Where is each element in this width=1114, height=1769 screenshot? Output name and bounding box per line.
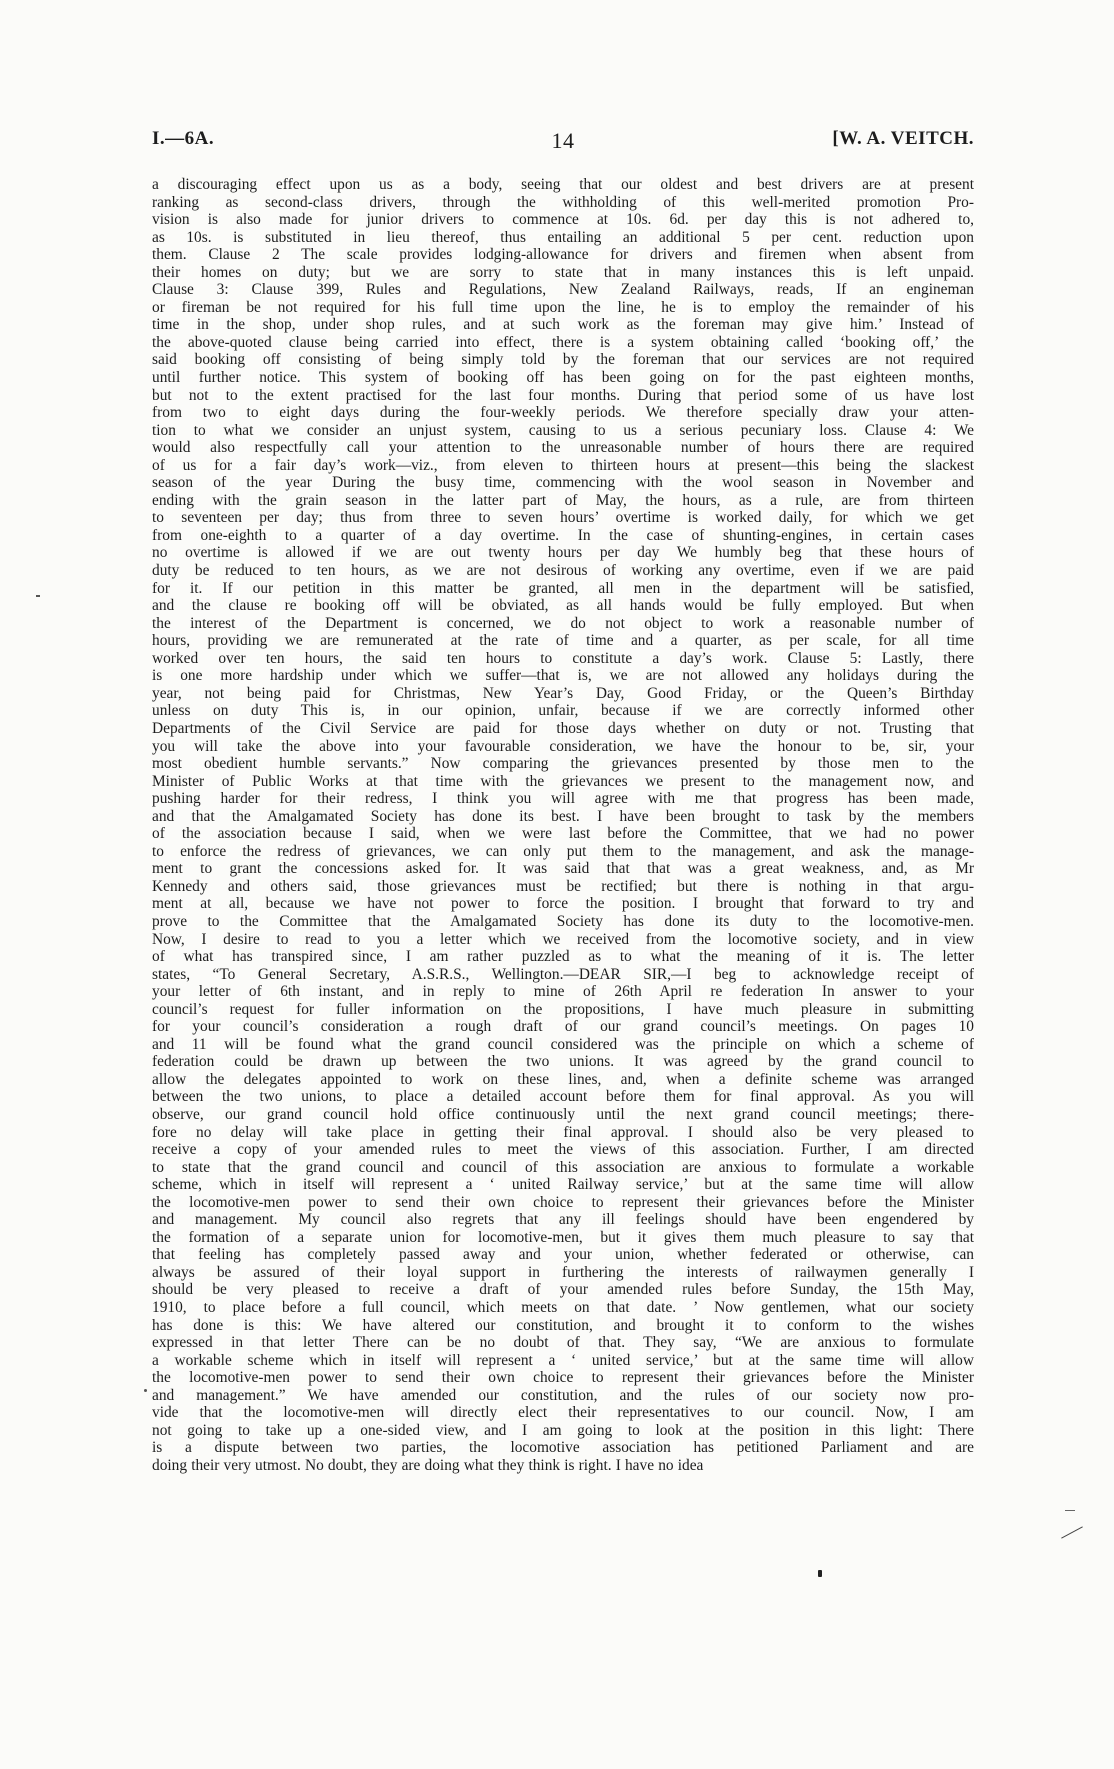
text-line: unless on duty This is, in our opinion, unfair, because if we are correctly informed other	[152, 702, 974, 720]
text-line: that feeling has completely passed away and your union, whether federated or otherwise, can	[152, 1246, 974, 1264]
text-line: and management. My council also regrets that any ill feelings should have been engendered by	[152, 1211, 974, 1229]
text-line: until further notice. This system of booking off has been going on for the past eighteen months,	[152, 369, 974, 387]
text-line: year, not being paid for Christmas, New Year’s Day, Good Friday, or the Queen’s Birthday	[152, 684, 974, 702]
text-line: states, “To General Secretary, A.S.R.S., Wellington.—DEAR SIR,—I beg to acknowledge receipt of	[152, 965, 974, 983]
text-line: the interest of the Department is concerned, we do not object to work a reasonable number of	[152, 614, 974, 632]
text-line: 1910, to place before a full council, which meets on that date. ’ Now gentlemen, what our society	[152, 1299, 974, 1316]
text-line: most obedient humble servants.” Now comparing the grievances presented by those men to the	[152, 755, 974, 773]
text-line: not going to take up a one-sided view, and I am going to look at the position in this light: There	[152, 1421, 974, 1439]
text-line: to state that the grand council and council of this association are anxious to formulate a workable	[152, 1158, 974, 1176]
text-line: has done is this: We have altered our constitution, and brought it to conform to the wishes	[152, 1316, 974, 1334]
margin-mark	[1065, 1510, 1075, 1511]
text-line: and 11 will be found what the grand council considered was the principle on which a scheme of	[152, 1035, 974, 1053]
text-line: time in the shop, under shop rules, and at such work as the foreman may give him.’ Instead of	[152, 316, 974, 334]
text-line: receive a copy of your amended rules to meet the views of this association. Further, I am directed	[152, 1141, 974, 1159]
text-line: federation could be drawn up between the two unions. It was agreed by the grand council to	[152, 1053, 974, 1071]
text-line: observe, our grand council hold office continuously until the next grand council meetings; there-	[152, 1105, 974, 1123]
margin-mark	[144, 1389, 147, 1392]
text-line: and management.” We have amended our constitution, and the rules of our society now pro-	[152, 1386, 974, 1404]
text-line: but not to the extent practised for the last four months. During that period some of us have lost	[152, 386, 974, 404]
margin-mark	[1061, 1526, 1083, 1538]
page-header	[152, 128, 974, 154]
text-line: of us for a fair day’s work—viz., from eleven to thirteen hours at present—this being the slackest	[152, 456, 974, 474]
text-line: from two to eight days during the four-weekly periods. We therefore specially draw your atten-	[152, 404, 974, 422]
text-line: ment at all, because we have not power to force the position. I brought that forward to try and	[152, 895, 974, 913]
text-line: your letter of 6th instant, and in reply to mine of 26th April re federation In answer to your	[152, 983, 974, 1001]
text-line: worked over ten hours, the said ten hours to constitute a day’s work. Clause 5: Lastly, there	[152, 649, 974, 667]
text-line: between the two unions, to place a detailed account before them for final approval. As you will	[152, 1088, 974, 1106]
text-line: Departments of the Civil Service are paid for those days whether on duty or not. Trusting that	[152, 719, 974, 737]
text-line: tion to what we consider an unjust system, causing to us a serious pecuniary loss. Clause 4: We	[152, 421, 974, 439]
text-line: as 10s. is substituted in lieu thereof, thus entailing an additional 5 per cent. reduction upon	[152, 228, 974, 246]
text-line: their homes on duty; but we are sorry to state that in many instances this is left unpaid.	[152, 263, 974, 281]
text-line: for it. If our petition in this matter be granted, all men in the department will be satisfied,	[152, 579, 974, 597]
text-line: prove to the Committee that the Amalgamated Society has done its duty to the locomotive-men.	[152, 912, 974, 930]
text-line: and the clause re booking off will be obviated, as all hands would be fully employed. But when	[152, 597, 974, 615]
text-line: the locomotive-men power to send their own choice to represent their grievances before the Minister	[152, 1369, 974, 1387]
text-line: ranking as second-class drivers, through the withholding of this well-merited promotion Pro-	[152, 193, 974, 211]
text-line: duty be reduced to ten hours, as we are not desirous of working any overtime, even if we are paid	[152, 562, 974, 580]
text-line: a discouraging effect upon us as a body, seeing that our oldest and best drivers are at present	[152, 176, 974, 193]
text-line: Kennedy and others said, those grievances must be rectified; but there is nothing in that argu-	[152, 877, 974, 895]
text-line: for your council’s consideration a rough draft of our grand council’s meetings. On pages 10	[152, 1018, 974, 1036]
text-line: doing their very utmost. No doubt, they are doing what they think is right. I have no idea	[152, 1456, 704, 1474]
text-line: or fireman be not required for his full time upon the line, he is to employ the remainder of his	[152, 298, 974, 316]
margin-mark	[36, 595, 40, 597]
text-line: would also respectfully call your attention to the unreasonable number of hours there are required	[152, 439, 974, 457]
body-text	[152, 176, 974, 1474]
text-line: ending with the grain season in the latter part of May, the hours, as a rule, are from thirteen	[152, 491, 974, 509]
text-line: hours, providing we are remunerated at the rate of time and a quarter, as per scale, for all time	[152, 632, 974, 650]
text-line: to enforce the redress of grievances, we can only put them to the management, and ask the manage-	[152, 842, 974, 860]
ink-speck	[818, 1570, 822, 1577]
text-line: Clause 3: Clause 399, Rules and Regulations, New Zealand Railways, reads, If an engineman	[152, 281, 974, 299]
text-line: council’s request for fuller information on the propositions, I have much pleasure in submitting	[152, 1000, 974, 1018]
text-line: should be very pleased to receive a draft of your amended rules before Sunday, the 15th May,	[152, 1281, 974, 1299]
text-line: allow the delegates appointed to work on these lines, and, when a definite scheme was arranged	[152, 1070, 974, 1088]
text-line: is one more hardship under which we suffer—that is, we are not allowed any holidays during the	[152, 667, 974, 685]
text-line: said booking off consisting of being simply told by the foreman that our services are not required	[152, 351, 974, 369]
text-line: a workable scheme which in itself will represent a ‘ united service,’ but at the same time will allow	[152, 1351, 974, 1369]
text-line: from one-eighth to a quarter of a day overtime. In the case of shunting-engines, in certain cases	[152, 526, 974, 544]
text-line: and that the Amalgamated Society has done its best. I have been brought to task by the members	[152, 807, 974, 825]
text-line: vide that the locomotive-men will directly elect their representatives to our council. Now, I am	[152, 1404, 974, 1422]
paper-reference: I.—6A.	[152, 128, 215, 149]
text-line: Now, I desire to read to you a letter which we received from the locomotive society, and in view	[152, 930, 974, 948]
text-line: them. Clause 2 The scale provides lodging-allowance for drivers and firemen when absent from	[152, 246, 974, 264]
text-line: the locomotive-men power to send their own choice to represent their grievances before the Minister	[152, 1193, 974, 1211]
text-line: no overtime is allowed if we are out twenty hours per day We humbly beg that these hours of	[152, 544, 974, 562]
text-line: vision is also made for junior drivers to commence at 10s. 6d. per day this is not adhered to,	[152, 211, 974, 229]
text-line: always be assured of their loyal support in furthering the interests of railwaymen generally I	[152, 1263, 974, 1281]
page-number: 14	[551, 128, 575, 153]
text-line: of the association because I said, when we were last before the Committee, that we had no power	[152, 825, 974, 843]
text-line: pushing harder for their redress, I think you will agree with me that progress has been made,	[152, 790, 974, 808]
text-line: expressed in that letter There can be no doubt of that. They say, “We are anxious to formulate	[152, 1334, 974, 1352]
witness-name: [W. A. VEITCH.	[832, 128, 974, 149]
text-line: to seventeen per day; thus from three to seven hours’ overtime is worked daily, for which we get	[152, 509, 974, 527]
text-line: ment to grant the concessions asked for. It was said that that was a great weakness, and, as Mr	[152, 860, 974, 878]
text-line: the above-quoted clause being carried into effect, there is a system obtaining called ‘booking off,’ the	[152, 333, 974, 351]
text-line: scheme, which in itself will represent a ‘ united Railway service,’ but at the same time will allow	[152, 1176, 974, 1194]
text-line: is a dispute between two parties, the locomotive association has petitioned Parliament and are	[152, 1439, 974, 1457]
text-line: fore no delay will take place in getting their final approval. I should also be very pleased to	[152, 1123, 974, 1141]
text-line: the formation of a separate union for locomotive-men, but it gives them much pleasure to say that	[152, 1228, 974, 1246]
text-line: you will take the above into your favourable consideration, we have the honour to be, sir, your	[152, 737, 974, 755]
text-line: Minister of Public Works at that time with the grievances we present to the management now, and	[152, 772, 974, 790]
text-line: of what has transpired since, I am rather puzzled as to what the meaning of it is. The letter	[152, 948, 974, 966]
text-line: season of the year During the busy time, commencing with the wool season in November and	[152, 474, 974, 492]
